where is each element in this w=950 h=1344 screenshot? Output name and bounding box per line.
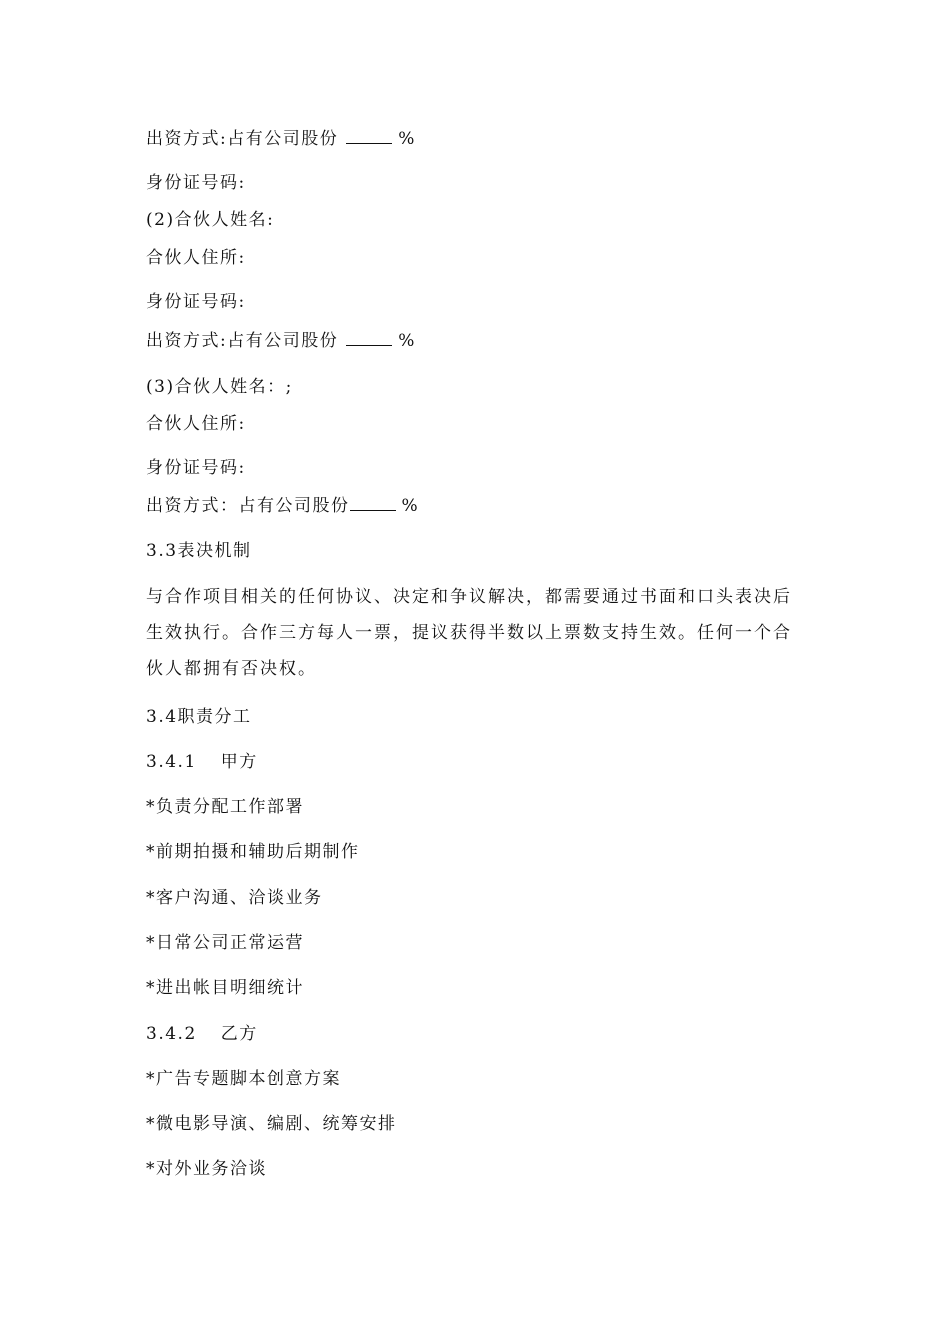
party-a-duty-1: *负责分配工作部署 (146, 797, 304, 817)
share-blank (350, 496, 396, 511)
party-a-duty-2: *前期拍摄和辅助后期制作 (146, 842, 360, 862)
partner-3-id-line: 身份证号码: (146, 458, 246, 478)
partner-3-name-line: (3)合伙人姓名：; (146, 377, 293, 397)
party-b-duty-1: *广告专题脚本创意方案 (146, 1069, 341, 1089)
share-blank (346, 331, 392, 346)
contribution-method-line-1 (146, 127, 416, 151)
section-title: 乙方 (220, 1024, 258, 1044)
party-b-duty-3: *对外业务洽谈 (146, 1159, 267, 1179)
section-3-4-1-heading (146, 750, 258, 774)
partner-2-name-line: (2)合伙人姓名: (146, 210, 275, 230)
voting-mechanism-paragraph: 与合作项目相关的任何协议、决定和争议解决，都需要通过书面和口头表决后生效执行。合作三方每人一票，提议获得半数以上票数支持生效。任何一个合伙人都拥有否决权。 (146, 587, 792, 679)
section-title: 甲方 (220, 752, 258, 772)
partner-2-address-line: 合伙人住所: (146, 248, 246, 268)
share-blank (346, 129, 392, 144)
section-3-4-2-heading (146, 1022, 258, 1046)
contribution-label: 出资方式：占有公司股份 (146, 496, 350, 516)
section-3-3-heading: 3.3表决机制 (146, 541, 252, 561)
partner-2-id-line: 身份证号码: (146, 292, 246, 312)
section-number: 3.4.2 (146, 1024, 197, 1044)
party-b-duty-2: *微电影导演、编剧、统筹安排 (146, 1114, 397, 1134)
party-a-duty-5: *进出帐目明细统计 (146, 978, 304, 998)
section-number: 3.4.1 (146, 752, 197, 772)
contribution-method-line-2 (146, 329, 416, 353)
contribution-method-line-3 (146, 494, 419, 518)
partner-3-address-line: 合伙人住所: (146, 414, 246, 434)
percent-sign: % (398, 331, 416, 351)
party-a-duty-3: *客户沟通、洽谈业务 (146, 888, 323, 908)
contribution-label: 出资方式:占有公司股份 (146, 331, 339, 351)
section-3-4-heading: 3.4职责分工 (146, 707, 252, 727)
id-number-line-1: 身份证号码: (146, 173, 246, 193)
party-a-duty-4: *日常公司正常运营 (146, 933, 304, 953)
percent-sign: % (398, 129, 416, 149)
percent-sign: % (401, 496, 420, 516)
contribution-label: 出资方式:占有公司股份 (146, 129, 339, 149)
